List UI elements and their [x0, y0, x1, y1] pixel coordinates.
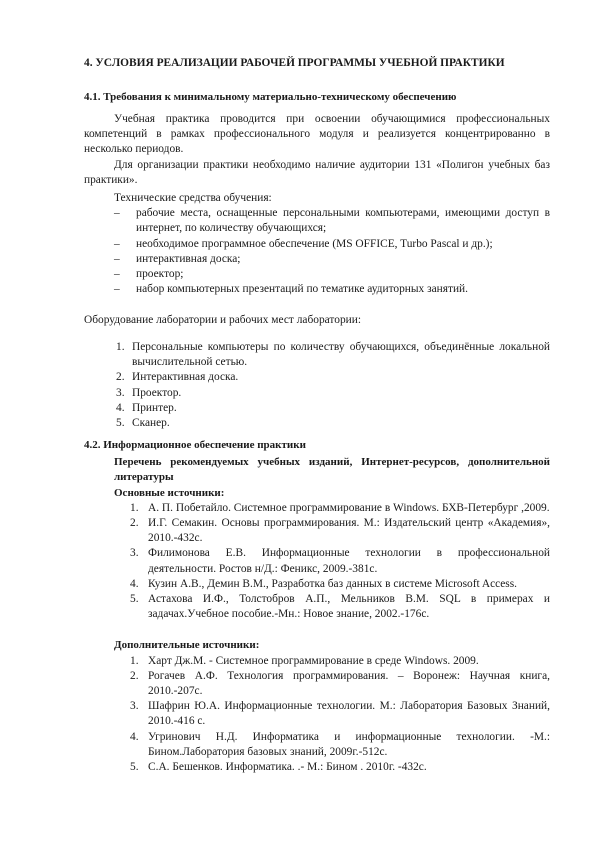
item-number: 4. [116, 401, 125, 414]
list-item-text: Сканер. [132, 417, 170, 430]
list-item [116, 370, 550, 385]
subsection-title-4-2: 4.2. Информационное обеспечение практики [84, 439, 306, 451]
list-item [114, 282, 550, 297]
tech-means-list [84, 206, 550, 297]
item-number: 4. [130, 730, 139, 743]
list-item-text: Интерактивная доска. [132, 371, 239, 384]
list-item [114, 206, 550, 236]
list-item-text: Проектор. [132, 386, 182, 399]
practice-description [84, 112, 550, 297]
paragraph: Для организации практики необходимо наличие аудитории 131 «Полигон учебных баз практики». [84, 158, 550, 186]
list-item-text: интерактивная доска; [136, 252, 241, 265]
list-item-text: проектор; [136, 268, 184, 281]
list-item [116, 386, 550, 401]
list-item [114, 252, 550, 267]
item-number: 1. [130, 501, 139, 514]
list-item-text: Харт Дж.М. - Системное программирование в среде Windows. 2009. [148, 654, 479, 667]
list-item [130, 730, 550, 760]
equipment-list [116, 340, 550, 431]
main-sources-list [130, 501, 550, 623]
list-item [114, 267, 550, 282]
subsection-title-4-1: 4.1. Требования к минимальному материально-техническому обеспечению [84, 91, 457, 103]
item-number: 5. [130, 761, 139, 774]
information-support [84, 438, 550, 775]
list-item-text: И.Г. Семакин. Основы программирования. М.: Издательский центр «Академия», 2010.-432с. [148, 517, 550, 545]
list-item [130, 592, 550, 622]
list-item [114, 237, 550, 252]
item-number: 2. [130, 517, 139, 530]
item-number: 3. [116, 386, 125, 399]
list-item [130, 760, 550, 775]
list-item-text: Персональные компьютеры по количеству обучающихся, объединённые локальной вычислительной сетью. [132, 341, 550, 369]
list-item-text: С.А. Бешенков. Информатика. .- М.: Бином . 2010г. -432с. [148, 761, 427, 774]
item-number: 4. [130, 577, 139, 590]
list-item-text: Принтер. [132, 401, 177, 414]
list-item-text: Шафрин Ю.А. Информационные технологии. М.: Лаборатория Базовых Знаний, 2010.-416 с. [148, 700, 550, 728]
item-number: 5. [116, 417, 125, 430]
main-sources-title: Основные источники: [114, 486, 225, 499]
dash-marker: – [114, 268, 120, 281]
tech-means-intro: Технические средства обучения: [114, 192, 272, 205]
dash-marker: – [114, 207, 120, 220]
paragraph: Учебная практика проводится при освоении обучающимися профессиональных компетенций в рамках профессионального модуля и реализуется концентрированно в несколько периодов. [84, 113, 550, 156]
list-item [130, 546, 550, 576]
list-item-text: набор компьютерных презентаций по тематике аудиторных занятий. [136, 283, 468, 296]
list-item [116, 416, 550, 431]
dash-marker: – [114, 237, 120, 250]
spacer [84, 622, 550, 638]
item-number: 3. [130, 547, 139, 560]
list-item-text: Угринович Н.Д. Информатика и информационные технологии. -М.: Бином.Лаборатория базовых знаний, 2009г.-512с. [148, 730, 550, 758]
list-item-text: А. П. Побетайло. Системное программирование в Windows. БХВ-Петербург ,2009. [148, 501, 550, 514]
item-number: 2. [116, 371, 125, 384]
list-item [130, 699, 550, 729]
literature-list-heading: Перечень рекомендуемых учебных изданий, Интернет-ресурсов, дополнительной литературы [114, 456, 550, 484]
equipment-title: Оборудование лаборатории и рабочих мест лаборатории: [84, 314, 361, 326]
list-item [130, 577, 550, 592]
list-item-text: рабочие места, оснащенные персональными компьютерами, имеющими доступ в интернет, по количеству обучающихся; [136, 207, 550, 235]
list-item [130, 669, 550, 699]
dash-marker: – [114, 252, 120, 265]
list-item [116, 401, 550, 416]
dash-marker: – [114, 283, 120, 296]
section-title: 4. УСЛОВИЯ РЕАЛИЗАЦИИ РАБОЧЕЙ ПРОГРАММЫ УЧЕБНОЙ ПРАКТИКИ [84, 57, 505, 69]
item-number: 2. [130, 669, 139, 682]
list-item-text: Рогачев А.Ф. Технология программирования. – Воронеж: Научная книга, 2010.-207с. [148, 669, 550, 698]
list-item [130, 516, 550, 546]
additional-sources-list [130, 654, 550, 776]
item-number: 1. [130, 654, 139, 667]
list-item [130, 654, 550, 669]
list-item [116, 340, 550, 370]
list-item-text: Астахова И.Ф., Толстобров А.П., Мельников В.М. SQL в примерах и задачах.Учебное пособие.-Мн.: Новое знание, 2002.-176с. [148, 593, 550, 621]
list-item-text: необходимое программное обеспечение (MS OFFICE, Turbo Pascal и др.); [136, 237, 493, 250]
list-item [130, 501, 550, 516]
item-number: 3. [130, 700, 139, 713]
list-item-text: Кузин А.В., Демин В.М., Разработка баз данных в системе Microsoft Access. [148, 577, 518, 590]
list-item-text: Филимонова Е.В. Информационные технологии в профессиональной деятельности. Ростов н/Д.: Феникс, 2009.-381с. [148, 547, 550, 575]
item-number: 1. [116, 341, 125, 353]
item-number: 5. [130, 593, 139, 606]
additional-sources-title: Дополнительные источники: [114, 639, 260, 652]
